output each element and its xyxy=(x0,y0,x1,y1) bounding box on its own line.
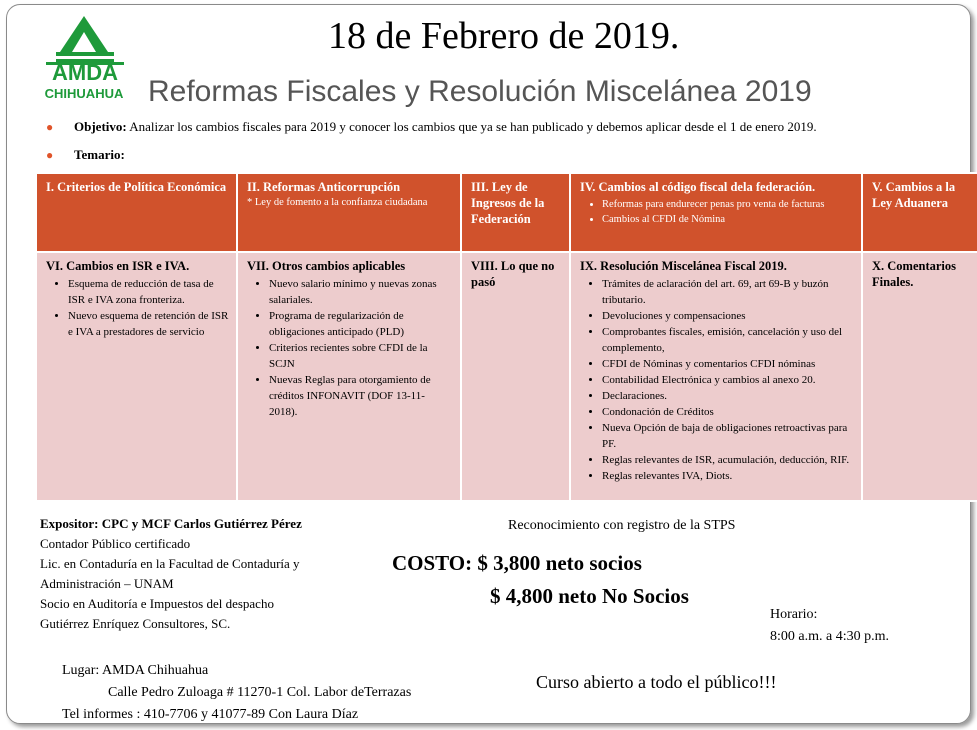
svg-text:AMDA: AMDA xyxy=(52,60,118,85)
list-item: • Comprobantes fiscales, emisión, cancelación y uso del complemento, xyxy=(602,324,854,356)
list-item: • Programa de regularización de obligaciones anticipado (PLD) xyxy=(269,308,453,340)
topic-list xyxy=(580,197,854,227)
topic-cell xyxy=(36,252,237,501)
list-item: • Cambios al CFDI de Nómina xyxy=(602,212,854,227)
topic-title: II. Reformas Anticorrupción xyxy=(247,180,401,194)
topic-title: VIII. Lo que no pasó xyxy=(471,259,555,289)
topic-title: VII. Otros cambios aplicables xyxy=(247,259,406,273)
objective-text: Analizar los cambios fiscales para 2019 y conocer los cambios que ya se han publicado y debemos aplicar desde el 1 de enero 2019. xyxy=(129,119,817,134)
topic-subtitle: * Ley de fomento a la confianza ciudadana xyxy=(247,197,428,208)
list-item: • Reglas relevantes de ISR, acumulación, deducción, RIF. xyxy=(602,452,854,468)
amda-logo xyxy=(38,12,148,102)
location-phone: Tel informes : 410-7706 y 41077-89 Con Laura Díaz xyxy=(62,707,359,722)
list-item: • Condonación de Créditos xyxy=(602,404,854,420)
syllabus-table xyxy=(35,172,977,502)
list-item: • Devoluciones y compensaciones xyxy=(602,308,854,324)
list-item: • Reformas para endurecer penas pro venta de facturas xyxy=(602,197,854,212)
list-item: • Criterios recientes sobre CFDI de la SCJN xyxy=(269,340,453,372)
schedule-block xyxy=(770,604,889,648)
topic-title: III. Ley de Ingresos de la Federación xyxy=(471,180,545,226)
location-line: Lugar: AMDA Chihuahua xyxy=(62,663,209,678)
expositor-line: Contador Público certificado xyxy=(40,536,191,551)
topic-cell xyxy=(237,173,461,252)
cost-non-members: $ 4,800 neto No Socios xyxy=(490,584,689,608)
expositor-title: Expositor: CPC y MCF Carlos Gutiérrez Pérez xyxy=(40,516,302,531)
bullet-icon: ● xyxy=(46,120,54,134)
stps-recognition: Reconocimiento con registro de la STPS xyxy=(508,518,736,533)
temario-label: Temario: xyxy=(74,147,125,162)
topic-cell xyxy=(570,252,862,501)
open-course-note: Curso abierto a todo el público!!! xyxy=(536,672,777,692)
bullet-icon: ● xyxy=(46,148,54,162)
list-item: • CFDI de Nóminas y comentarios CFDI nóminas xyxy=(602,356,854,372)
topic-cell xyxy=(862,173,977,252)
location-address: Calle Pedro Zuloaga # 11270-1 Col. Labor deTerrazas xyxy=(108,685,412,700)
objective-line xyxy=(46,118,817,136)
list-item: • Contabilidad Electrónica y cambios al anexo 20. xyxy=(602,372,854,388)
list-item: • Trámites de aclaración del art. 69, art 69-B y buzón tributario. xyxy=(602,276,854,308)
table-row xyxy=(36,173,977,252)
topic-title: VI. Cambios en ISR e IVA. xyxy=(46,259,190,273)
list-item: • Nueva Opción de baja de obligaciones retroactivas para PF. xyxy=(602,420,854,452)
objective-label: Objetivo: xyxy=(74,119,127,134)
list-item: • Nuevo esquema de retención de ISR e IVA a prestadores de servicio xyxy=(68,308,229,340)
event-date: 18 de Febrero de 2019. xyxy=(328,15,680,57)
schedule-label: Horario: xyxy=(770,607,818,622)
expositor-line: Gutiérrez Enríquez Consultores, SC. xyxy=(40,616,231,631)
topic-cell xyxy=(461,173,570,252)
topic-title: X. Comentarios Finales. xyxy=(872,259,957,289)
topic-list xyxy=(580,276,854,484)
location-block xyxy=(62,660,411,726)
expositor-line: Lic. en Contaduría en la Facultad de Contaduría y xyxy=(40,556,300,571)
temario-line xyxy=(46,146,125,164)
svg-text:CHIHUAHUA: CHIHUAHUA xyxy=(44,86,124,101)
list-item: • Esquema de reducción de tasa de ISR e IVA zona fronteriza. xyxy=(68,276,229,308)
topic-title: I. Criterios de Política Económica xyxy=(46,180,227,194)
topic-cell xyxy=(461,252,570,501)
topic-list xyxy=(46,276,229,340)
topic-title: V. Cambios a la Ley Aduanera xyxy=(872,180,956,210)
topic-title: IV. Cambios al código fiscal dela federación. xyxy=(580,180,816,194)
expositor-line: Administración – UNAM xyxy=(40,576,174,591)
list-item: • Nuevas Reglas para otorgamiento de créditos INFONAVIT (DOF 13-11-2018). xyxy=(269,372,453,420)
cost-members: COSTO: $ 3,800 neto socios xyxy=(392,551,642,575)
schedule-value: 8:00 a.m. a 4:30 p.m. xyxy=(770,629,889,644)
topic-cell xyxy=(570,173,862,252)
topic-title: IX. Resolución Miscelánea Fiscal 2019. xyxy=(580,259,787,273)
topic-list xyxy=(247,276,453,420)
amda-logo-graphic xyxy=(38,12,148,102)
table-row xyxy=(36,252,977,501)
topic-cell xyxy=(237,252,461,501)
list-item: • Reglas relevantes IVA, Diots. xyxy=(602,468,854,484)
expositor-block xyxy=(40,514,302,634)
expositor-line: Socio en Auditoría e Impuestos del despacho xyxy=(40,596,274,611)
list-item: • Declaraciones. xyxy=(602,388,854,404)
list-item: • Nuevo salario mínimo y nuevas zonas salariales. xyxy=(269,276,453,308)
topic-cell xyxy=(862,252,977,501)
event-title: Reformas Fiscales y Resolución Miscelánea 2019 xyxy=(148,75,812,108)
topic-cell xyxy=(36,173,237,252)
